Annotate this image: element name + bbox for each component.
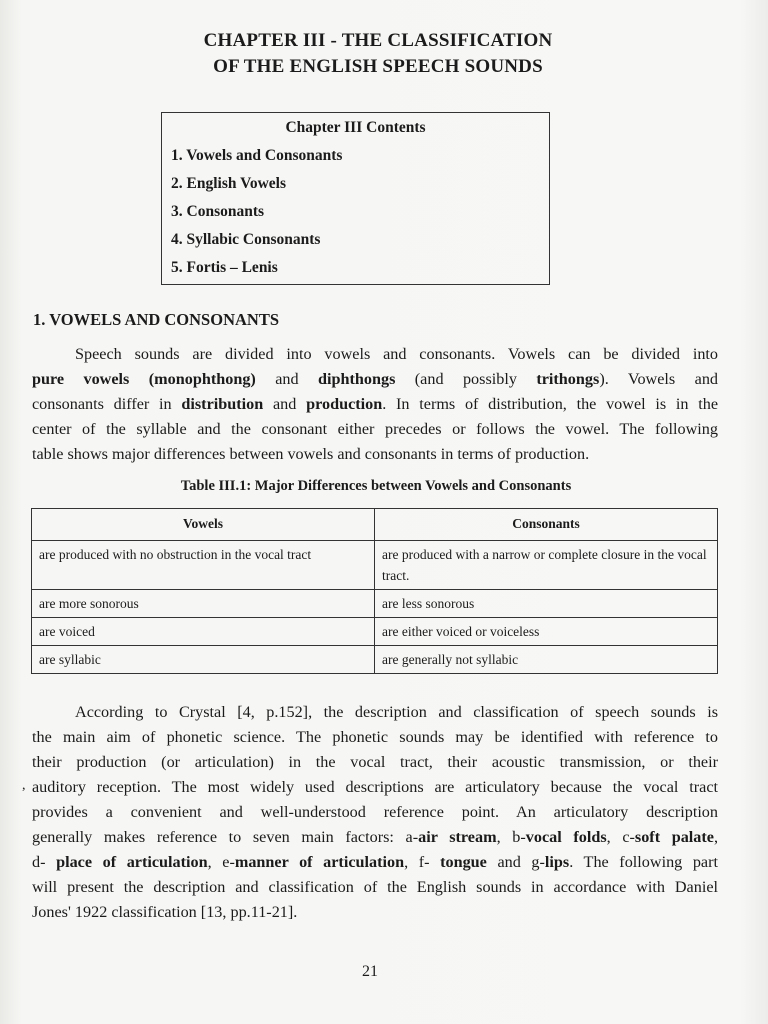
- page-number: 21: [362, 963, 378, 980]
- column-header-consonants: Consonants: [375, 509, 718, 541]
- contents-item: 4. Syllabic Consonants: [171, 231, 321, 248]
- table-cell: are more sonorous: [32, 590, 375, 618]
- table-cell: are either voiced or voiceless: [375, 618, 718, 646]
- table-caption: Table III.1: Major Differences between Vowels and Consonants: [180, 478, 572, 494]
- chapter-title-line-2: OF THE ENGLISH SPEECH SOUNDS: [213, 56, 543, 77]
- table-cell: are produced with no obstruction in the vocal tract: [32, 541, 375, 590]
- paragraph-line: will present the description and classification of the English sounds in accordance with Daniel: [32, 878, 718, 896]
- table-row: [32, 590, 718, 618]
- paragraph-crystal: [32, 700, 718, 925]
- paragraph-line: generally makes reference to seven main factors: a-air stream, b-vocal folds, c-soft palate,: [32, 828, 719, 846]
- chapter-contents-box: [161, 112, 550, 285]
- table-row: [32, 618, 718, 646]
- table-cell: are syllabic: [32, 646, 375, 674]
- contents-heading: Chapter III Contents: [285, 119, 426, 136]
- paragraph-line: d- place of articulation, e-manner of articulation, f- tongue and g-lips. The following part: [32, 853, 719, 871]
- paragraph-line: consonants differ in distribution and production. In terms of distribution, the vowel is in the: [32, 395, 719, 413]
- paragraph-line: center of the syllable and the consonant either precedes or follows the vowel. The following: [32, 420, 718, 438]
- paragraph-line: provides a convenient and well-understood reference point. An articulatory description: [32, 803, 718, 821]
- paragraph-line: pure vowels (monophthong) and diphthongs (and possibly trithongs). Vowels and: [32, 370, 719, 388]
- contents-item: 1. Vowels and Consonants: [171, 147, 343, 164]
- differences-table: [31, 508, 718, 674]
- table-cell: are voiced: [32, 618, 375, 646]
- paragraph-line: auditory reception. The most widely used descriptions are articulatory because the vocal tract: [32, 778, 718, 796]
- column-header-vowels: Vowels: [32, 509, 375, 541]
- paragraph-line: Speech sounds are divided into vowels and consonants. Vowels can be divided into: [75, 345, 718, 363]
- chapter-title: [0, 28, 756, 80]
- margin-mark: ,: [22, 778, 26, 793]
- paragraph-line: their production (or articulation) in the vocal tract, their acoustic transmission, or their: [32, 753, 718, 771]
- paragraph-line: the main aim of phonetic science. The phonetic sounds may be identified with reference to: [32, 728, 718, 746]
- section-heading: 1. VOWELS AND CONSONANTS: [33, 310, 280, 329]
- contents-item: 2. English Vowels: [171, 175, 287, 192]
- contents-item: 3. Consonants: [171, 203, 265, 220]
- paragraph-line: Jones' 1922 classification [13, pp.11-21].: [32, 903, 298, 921]
- table-cell: are less sonorous: [375, 590, 718, 618]
- chapter-title-line-1: CHAPTER III - THE CLASSIFICATION: [203, 30, 553, 51]
- paragraph-line: According to Crystal [4, p.152], the description and classification of speech sounds is: [75, 703, 718, 721]
- table-header-row: [32, 509, 718, 541]
- table-cell: are generally not syllabic: [375, 646, 718, 674]
- table-cell: are produced with a narrow or complete closure in the vocal tract.: [375, 541, 718, 590]
- table-row: [32, 646, 718, 674]
- table-row: [32, 541, 718, 590]
- paragraph-intro: [32, 342, 718, 467]
- contents-item: 5. Fortis – Lenis: [171, 259, 278, 276]
- paragraph-line: table shows major differences between vowels and consonants in terms of production.: [32, 445, 590, 463]
